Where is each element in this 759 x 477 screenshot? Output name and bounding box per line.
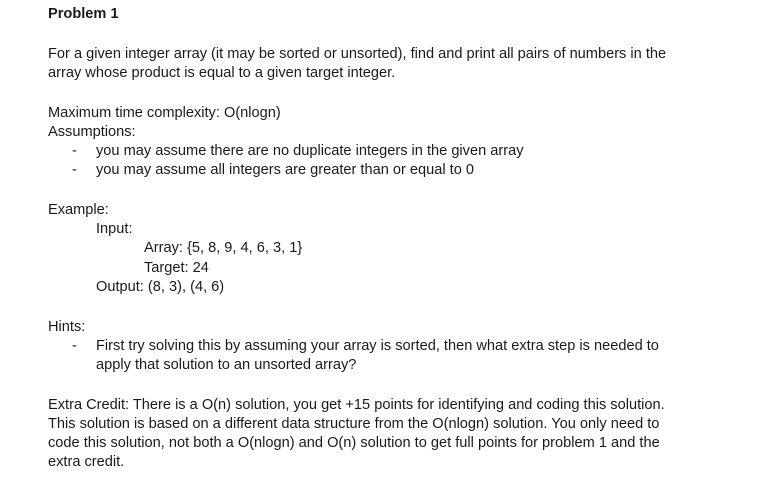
assumptions-heading: Assumptions: <box>48 124 136 140</box>
example-target: Target: 24 <box>144 260 209 276</box>
example-output: Output: (8, 3), (4, 6) <box>96 279 225 295</box>
example-input-label: Input: <box>96 221 133 237</box>
description-line-2: array whose product is equal to a given target integer. <box>48 65 396 81</box>
assumption-item-1: you may assume there are no duplicate integers in the given array <box>96 143 524 159</box>
assumption-bullet-1: - <box>72 143 77 159</box>
hint-item-1-line-2: apply that solution to an unsorted array? <box>96 357 357 373</box>
example-heading: Example: <box>48 202 109 218</box>
description-line-1: For a given integer array (it may be sorted or unsorted), find and print all pairs of numbers in the <box>48 46 667 62</box>
hint-bullet-1: - <box>72 338 77 354</box>
assumption-item-2: you may assume all integers are greater than or equal to 0 <box>96 162 475 178</box>
example-array: Array: {5, 8, 9, 4, 6, 3, 1} <box>144 240 303 256</box>
extra-credit-line-1: Extra Credit: There is a O(n) solution, you get +15 points for identifying and coding this solution. <box>48 397 665 413</box>
extra-credit-line-4: extra credit. <box>48 454 125 470</box>
hint-item-1-line-1: First try solving this by assuming your array is sorted, then what extra step is needed to <box>96 338 659 354</box>
extra-credit-line-2: This solution is based on a different data structure from the O(nlogn) solution. You only need to <box>48 416 660 432</box>
extra-credit-line-3: code this solution, not both a O(nlogn) and O(n) solution to get full points for problem 1 and the <box>48 435 660 451</box>
assumption-bullet-2: - <box>72 162 77 178</box>
hints-heading: Hints: <box>48 319 86 335</box>
problem-title: Problem 1 <box>48 6 119 22</box>
complexity-requirement: Maximum time complexity: O(nlogn) <box>48 105 281 121</box>
